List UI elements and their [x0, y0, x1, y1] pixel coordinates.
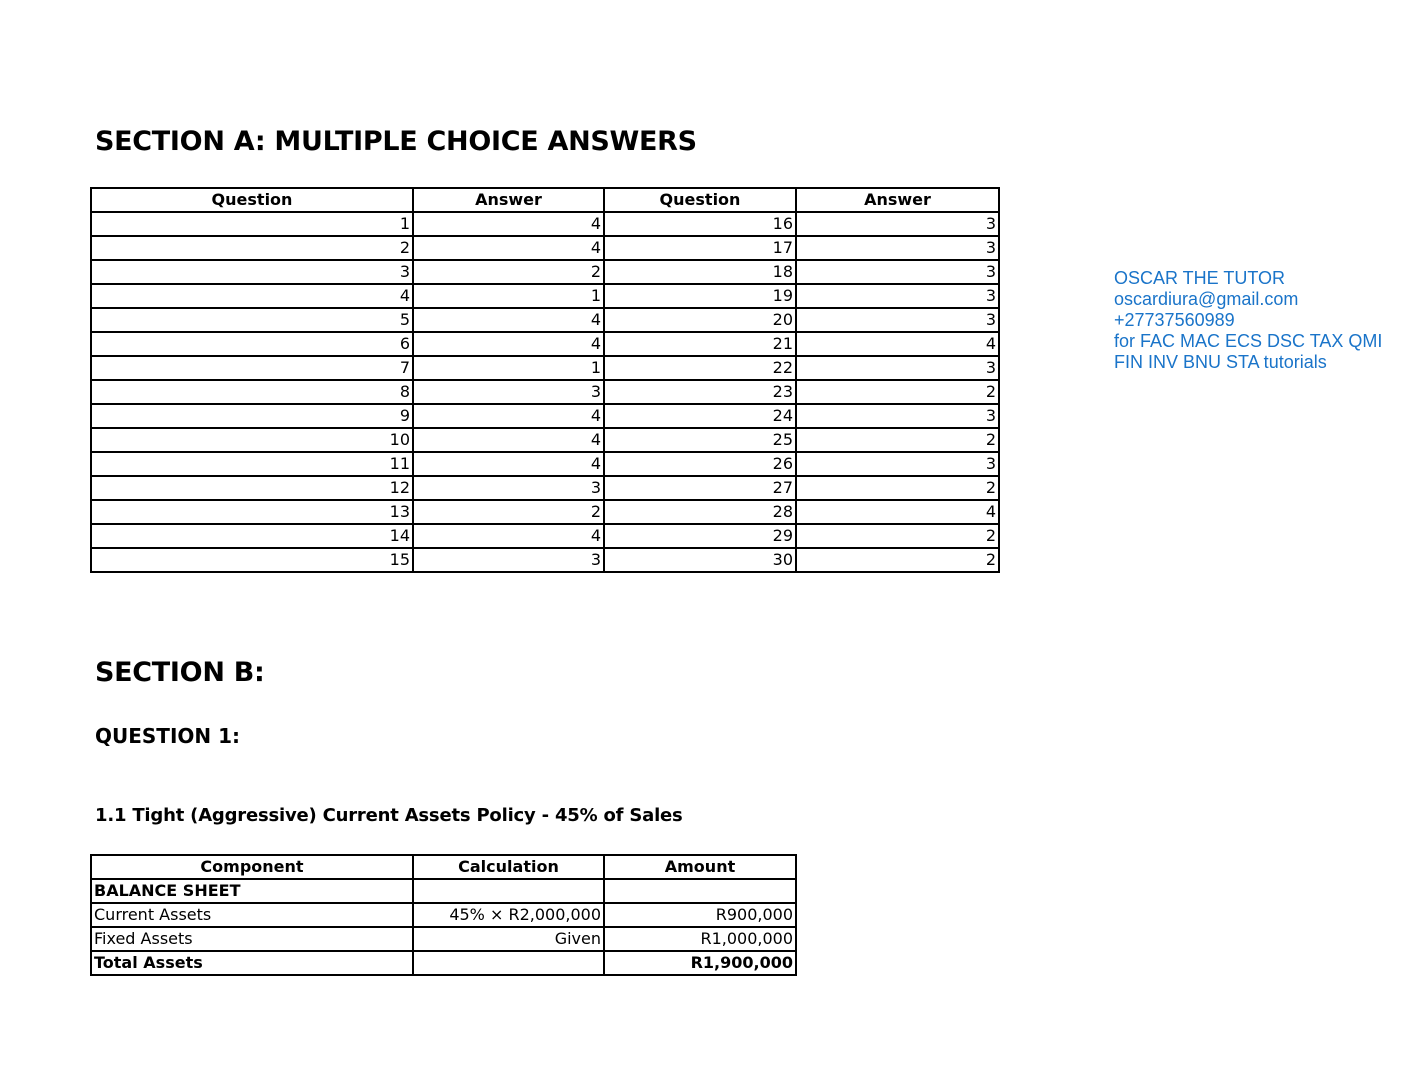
table-row: [91, 879, 796, 903]
question-number-cell: 27: [604, 476, 796, 500]
question-number-cell: 14: [91, 524, 413, 548]
column-header-question: Question: [604, 188, 796, 212]
component-cell: Fixed Assets: [91, 927, 413, 951]
question-1-title: QUESTION 1:: [95, 724, 241, 748]
table-row: [91, 356, 999, 380]
answer-cell: 3: [413, 476, 604, 500]
calculation-cell: [413, 951, 604, 975]
answer-cell: 3: [796, 212, 999, 236]
answer-cell: 3: [796, 404, 999, 428]
table-row: [91, 404, 999, 428]
answer-cell: 2: [796, 524, 999, 548]
question-number-cell: 29: [604, 524, 796, 548]
answer-cell: 2: [796, 476, 999, 500]
answer-cell: 3: [796, 284, 999, 308]
tutor-name: OSCAR THE TUTOR: [1114, 268, 1286, 288]
question-number-cell: 10: [91, 428, 413, 452]
question-number-cell: 12: [91, 476, 413, 500]
tutor-contact-block: [1114, 268, 1382, 373]
question-number-cell: 9: [91, 404, 413, 428]
section-b-title: SECTION B:: [95, 657, 265, 688]
answer-cell: 4: [413, 524, 604, 548]
answer-cell: 3: [413, 548, 604, 572]
question-number-cell: 23: [604, 380, 796, 404]
answer-cell: 3: [796, 452, 999, 476]
column-header-answer: Answer: [413, 188, 604, 212]
answer-cell: 4: [413, 212, 604, 236]
question-number-cell: 6: [91, 332, 413, 356]
table-row: [91, 500, 999, 524]
question-number-cell: 7: [91, 356, 413, 380]
question-number-cell: 28: [604, 500, 796, 524]
answer-cell: 4: [413, 428, 604, 452]
table-row: [91, 212, 999, 236]
component-cell: BALANCE SHEET: [91, 879, 413, 903]
amount-cell: R900,000: [604, 903, 796, 927]
question-number-cell: 24: [604, 404, 796, 428]
column-header-component: Component: [91, 855, 413, 879]
column-header-answer: Answer: [796, 188, 999, 212]
table-header-row: [91, 188, 999, 212]
question-number-cell: 26: [604, 452, 796, 476]
question-number-cell: 22: [604, 356, 796, 380]
table-row: [91, 380, 999, 404]
question-number-cell: 13: [91, 500, 413, 524]
answer-cell: 4: [413, 236, 604, 260]
table-row: [91, 332, 999, 356]
answer-cell: 2: [796, 548, 999, 572]
question-number-cell: 16: [604, 212, 796, 236]
answer-cell: 2: [413, 260, 604, 284]
table-row: [91, 284, 999, 308]
tutor-phone: +27737560989: [1114, 310, 1235, 330]
table-row: [91, 236, 999, 260]
answer-cell: 2: [413, 500, 604, 524]
section-a-title: SECTION A: MULTIPLE CHOICE ANSWERS: [95, 126, 697, 157]
answer-cell: 3: [413, 380, 604, 404]
question-number-cell: 15: [91, 548, 413, 572]
balance-sheet-table: [90, 854, 797, 976]
answer-cell: 3: [796, 356, 999, 380]
question-number-cell: 1: [91, 212, 413, 236]
question-number-cell: 5: [91, 308, 413, 332]
component-cell: Current Assets: [91, 903, 413, 927]
table-row: [91, 452, 999, 476]
tutor-subjects-line-1: for FAC MAC ECS DSC TAX QMI: [1114, 331, 1383, 351]
table-row: [91, 951, 796, 975]
table-row: [91, 476, 999, 500]
answer-cell: 1: [413, 284, 604, 308]
answer-cell: 1: [413, 356, 604, 380]
answer-cell: 4: [413, 452, 604, 476]
tutor-email: oscardiura@gmail.com: [1114, 289, 1299, 309]
question-number-cell: 8: [91, 380, 413, 404]
calculation-cell: 45% × R2,000,000: [413, 903, 604, 927]
question-number-cell: 11: [91, 452, 413, 476]
question-number-cell: 19: [604, 284, 796, 308]
column-header-question: Question: [91, 188, 413, 212]
column-header-amount: Amount: [604, 855, 796, 879]
answer-cell: 3: [796, 260, 999, 284]
answer-cell: 4: [413, 308, 604, 332]
table-row: [91, 903, 796, 927]
answer-cell: 2: [796, 380, 999, 404]
question-number-cell: 21: [604, 332, 796, 356]
question-number-cell: 2: [91, 236, 413, 260]
answer-cell: 4: [796, 500, 999, 524]
answer-cell: 3: [796, 308, 999, 332]
amount-cell: R1,900,000: [604, 951, 796, 975]
amount-cell: [604, 879, 796, 903]
question-number-cell: 3: [91, 260, 413, 284]
answer-cell: 4: [796, 332, 999, 356]
question-number-cell: 20: [604, 308, 796, 332]
answer-cell: 4: [413, 332, 604, 356]
question-number-cell: 25: [604, 428, 796, 452]
table-row: [91, 927, 796, 951]
column-header-calculation: Calculation: [413, 855, 604, 879]
question-number-cell: 17: [604, 236, 796, 260]
calculation-cell: Given: [413, 927, 604, 951]
question-number-cell: 18: [604, 260, 796, 284]
subquestion-1-1-heading: 1.1 Tight (Aggressive) Current Assets Policy - 45% of Sales: [95, 805, 683, 826]
answer-cell: 4: [413, 404, 604, 428]
question-number-cell: 4: [91, 284, 413, 308]
amount-cell: R1,000,000: [604, 927, 796, 951]
component-cell: Total Assets: [91, 951, 413, 975]
answer-cell: 3: [796, 236, 999, 260]
question-number-cell: 30: [604, 548, 796, 572]
tutor-subjects-line-2: FIN INV BNU STA tutorials: [1114, 352, 1327, 372]
calculation-cell: [413, 879, 604, 903]
table-row: [91, 548, 999, 572]
table-row: [91, 428, 999, 452]
table-row: [91, 308, 999, 332]
table-header-row: [91, 855, 796, 879]
table-row: [91, 260, 999, 284]
table-row: [91, 524, 999, 548]
mcq-answers-table: [90, 187, 1000, 573]
answer-cell: 2: [796, 428, 999, 452]
